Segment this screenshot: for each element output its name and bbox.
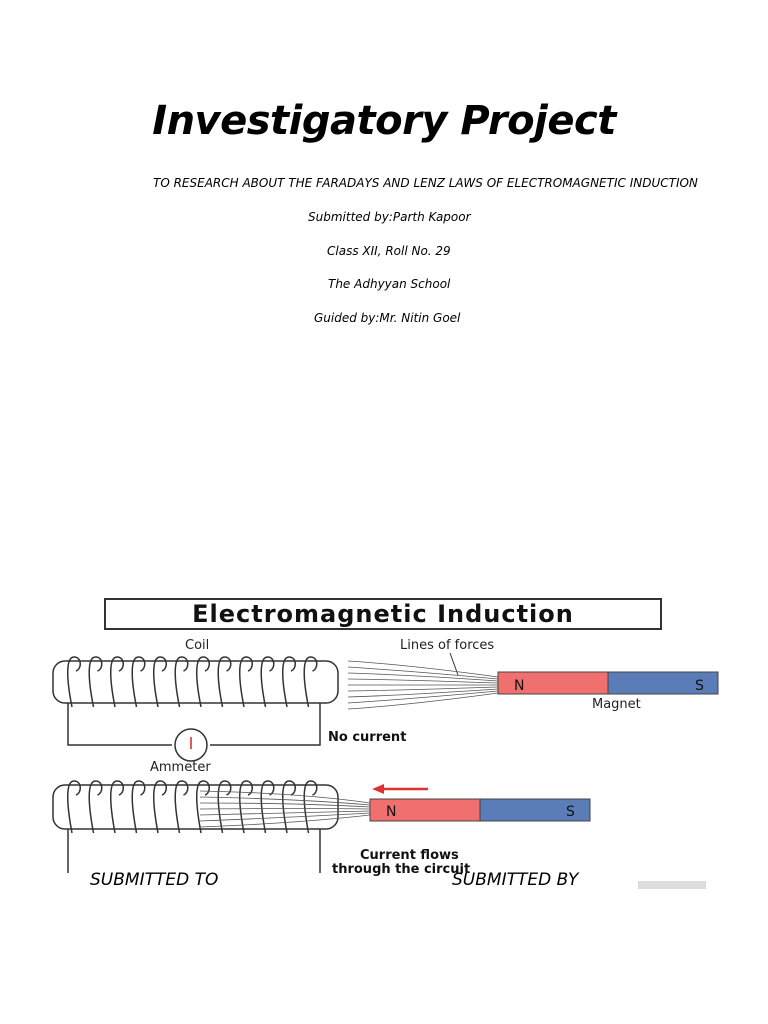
coil-lower	[53, 781, 338, 833]
coil-turn	[132, 657, 145, 707]
coil-turn	[111, 781, 124, 833]
current-flows-label: Current flows	[360, 848, 459, 863]
coil-turn	[197, 657, 210, 707]
electromagnetic-induction-figure	[50, 595, 722, 895]
magnet-north-label-lower: N	[386, 804, 397, 820]
coil-turn	[175, 781, 188, 833]
school-line: The Adhyyan School	[328, 277, 451, 291]
coil-turn	[261, 657, 274, 707]
coil-turn	[240, 657, 253, 707]
coil-turn	[283, 781, 296, 833]
magnet-south-label-lower: S	[566, 804, 575, 820]
coil-upper	[53, 657, 338, 707]
figure-title: Electromagnetic Induction	[192, 600, 574, 628]
guided-by-line: Guided by:Mr. Nitin Goel	[314, 311, 461, 325]
document-title: Investigatory Project	[152, 98, 616, 144]
motion-arrowhead	[372, 784, 384, 794]
field-lines-upper	[348, 661, 498, 709]
source-watermark	[638, 881, 706, 889]
magnet-label: Magnet	[592, 697, 641, 712]
submitted-to-label: SUBMITTED TO	[90, 870, 219, 890]
coil-turn	[111, 657, 124, 707]
coil-label: Coil	[185, 638, 210, 653]
coil-turn	[283, 657, 296, 707]
coil-turn	[304, 657, 317, 707]
coil-turn	[154, 657, 167, 707]
through-circuit-label: through the circuit	[332, 862, 471, 877]
coil-turn	[89, 657, 102, 707]
coil-turn	[304, 781, 317, 833]
coil-turn	[89, 781, 102, 833]
coil-turn	[175, 657, 188, 707]
coil-turn	[197, 781, 210, 833]
class-line: Class XII, Roll No. 29	[327, 244, 451, 258]
coil-turn	[154, 781, 167, 833]
coil-turn	[132, 781, 145, 833]
coil-turn	[68, 781, 81, 833]
submitted-by-label: SUBMITTED BY	[452, 870, 579, 890]
submitted-by-line: Submitted by:Parth Kapoor	[308, 210, 471, 224]
magnet-south-label-upper: S	[695, 678, 704, 694]
circuit-lower	[68, 829, 320, 873]
coil-turn	[68, 657, 81, 707]
coil-turn	[218, 657, 231, 707]
project-subtitle: TO RESEARCH ABOUT THE FARADAYS AND LENZ LAWS OF ELECTROMAGNETIC INDUCTION	[153, 176, 698, 190]
no-current-label: No current	[328, 730, 407, 745]
coil-turn	[261, 781, 274, 833]
magnet-north-label-upper: N	[514, 678, 525, 694]
lines-of-forces-label: Lines of forces	[400, 638, 495, 653]
coil-turn	[218, 781, 231, 833]
ammeter-label: Ammeter	[150, 760, 211, 775]
